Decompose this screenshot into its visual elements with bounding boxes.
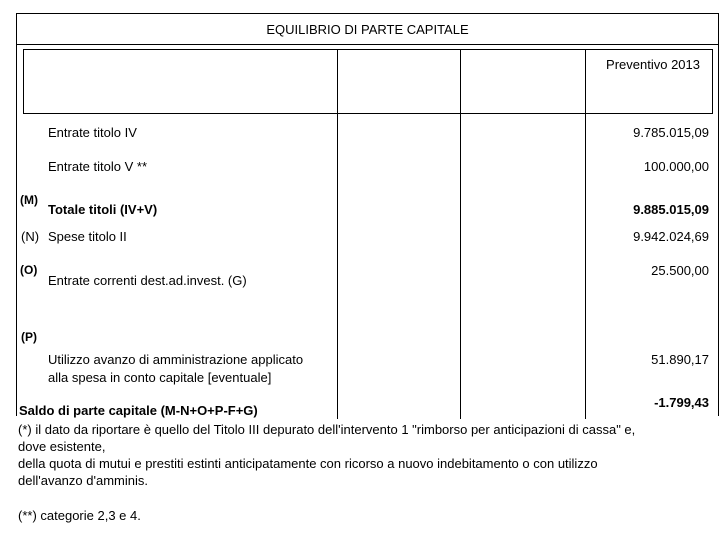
row-label: Entrate titolo IV: [48, 125, 137, 140]
table-right-border: [718, 13, 719, 416]
column-divider-2: [460, 49, 461, 419]
row-value: 25.500,00: [651, 263, 709, 278]
row-code: (P): [21, 330, 37, 344]
row-label-line2: alla spesa in conto capitale [eventuale]: [48, 370, 272, 385]
row-code: (O): [20, 263, 38, 277]
table-title: EQUILIBRIO DI PARTE CAPITALE: [266, 22, 469, 37]
column-header: Preventivo 2013: [606, 57, 700, 72]
footnote-categories: (**) categorie 2,3 e 4.: [18, 508, 141, 523]
footnote-line: dove esistente,: [18, 439, 106, 454]
row-label: Entrate correnti dest.ad.invest. (G): [48, 273, 247, 288]
row-label: Spese titolo II: [48, 229, 127, 244]
column-divider-1: [337, 49, 338, 419]
footnote-line: della quota di mutui e prestiti estinti anticipatamente con ricorso a nuovo indebitamento o con utilizzo: [18, 456, 598, 471]
saldo-label: Saldo di parte capitale (M-N+O+P-F+G): [19, 403, 258, 418]
title-divider: [16, 44, 719, 45]
row-value: 9.942.024,69: [633, 229, 709, 244]
header-box-left: [23, 49, 24, 114]
row-label: Entrate titolo V **: [48, 159, 147, 174]
row-value: 9.885.015,09: [633, 202, 709, 217]
row-value: 100.000,00: [643, 159, 709, 174]
table-top-border: [16, 13, 719, 14]
row-code: (M): [20, 193, 38, 207]
saldo-value: -1.799,43: [654, 395, 709, 410]
header-box-top: [23, 49, 713, 50]
footnote-line: (*) il dato da riportare è quello del Titolo III depurato dell'intervento 1 "rimborso per anticipazioni di cassa" e,: [18, 422, 636, 437]
header-box-bottom: [23, 113, 713, 114]
footnote-line: dell'avanzo d'amminis.: [18, 473, 148, 488]
row-code: (N): [21, 229, 40, 244]
row-label: Totale titoli (IV+V): [48, 202, 158, 217]
table-left-border: [16, 13, 17, 416]
header-box-right: [712, 49, 713, 114]
row-label-line1: Utilizzo avanzo di amministrazione applicato: [48, 352, 304, 367]
row-value: 51.890,17: [651, 352, 709, 367]
row-value: 9.785.015,09: [633, 125, 709, 140]
